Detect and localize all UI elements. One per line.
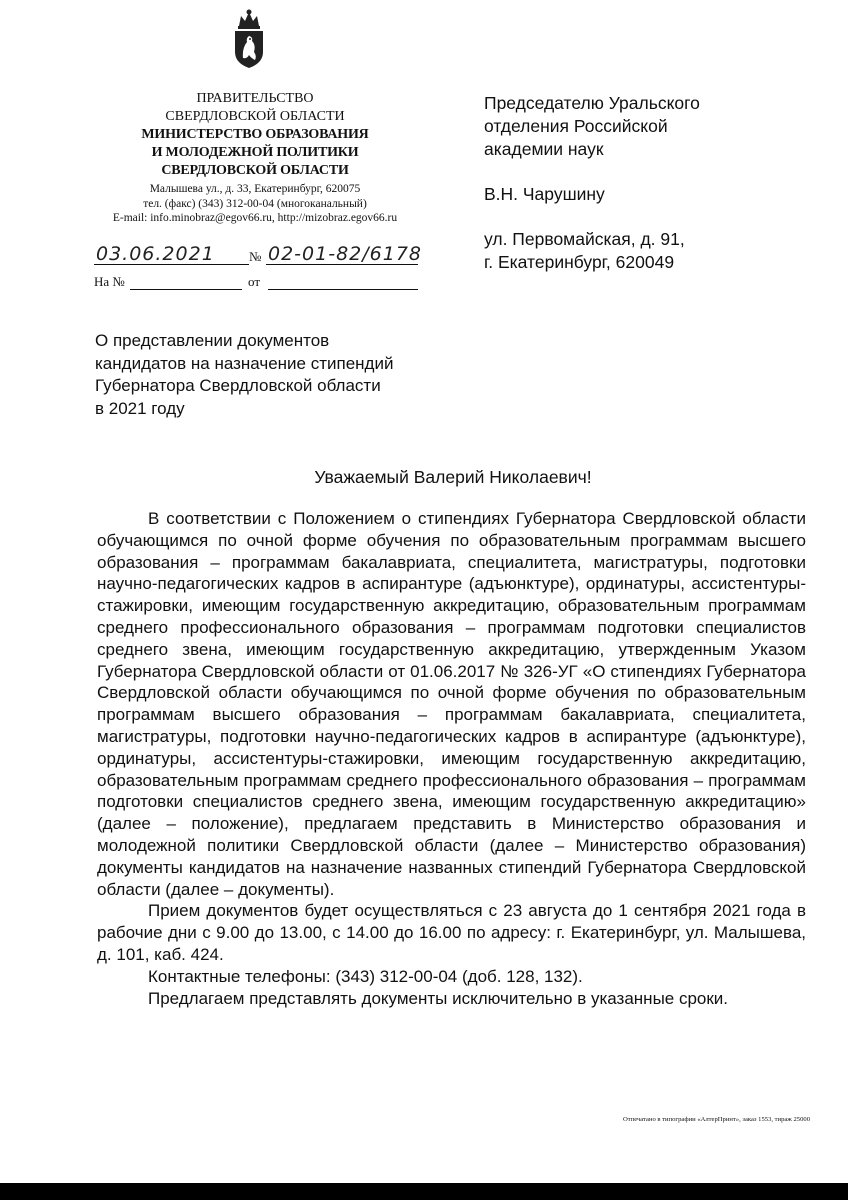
subject-line3: Губернатора Свердловской области [95, 376, 381, 395]
number-label: № [249, 249, 262, 264]
region-name: СВЕРДЛОВСКОЙ ОБЛАСТИ [165, 109, 345, 124]
letter-subject [95, 330, 435, 420]
organization-email: E-mail: info.minobraz@egov66.ru, http://mizobraz.egov66.ru [112, 212, 398, 224]
addressee-block [484, 92, 784, 274]
body-paragraph-4: Предлагаем представлять документы исключительно в указанные сроки. [148, 988, 729, 1008]
printer-note: Отпечатано в типографии «АлтерПринт», заказ 1553, тираж 25000 [623, 1116, 810, 1123]
organization-phone: тел. (факс) (343) 312-00-04 (многоканальный) [143, 197, 367, 210]
addressee-street: ул. Первомайская, д. 91, [484, 229, 685, 249]
addressee-title-line3: академии наук [484, 139, 604, 159]
addressee-title-line1: Председателю Уральского [484, 93, 700, 113]
body-paragraph-2: Прием документов будет осуществляться с 23 августа до 1 сентября 2021 года в рабочие дни с 9.00 до 13.00, с 14.00 до 16.00 по адресу: г. Екатеринбург, ул. Малышева, д. 101, каб. 424. [97, 901, 806, 964]
reply-reference [94, 272, 424, 296]
government-name: ПРАВИТЕЛЬСТВО [196, 91, 314, 106]
handwritten-date: 03.06.2021 [96, 243, 215, 265]
letter-body [97, 508, 806, 1009]
body-paragraph-3: Контактные телефоны: (343) 312-00-04 (доб. 128, 132). [148, 966, 583, 986]
organization-contacts [90, 182, 420, 226]
addressee-city: г. Екатеринбург, 620049 [484, 252, 675, 272]
subject-line2: кандидатов на назначение стипендий [95, 353, 394, 373]
subject-line1: О представлении документов [95, 331, 330, 350]
scan-border [0, 1183, 848, 1200]
organization-header [90, 90, 420, 180]
addressee-name: В.Н. Чарушину [484, 184, 605, 204]
from-label: от [248, 274, 261, 289]
registration-date-number [94, 243, 424, 267]
ministry-name-line2: И МОЛОДЕЖНОЙ ПОЛИТИКИ [151, 145, 359, 160]
organization-address: Малышева ул., д. 33, Екатеринбург, 620075 [149, 183, 361, 195]
handwritten-number: 02-01-82/6178 [268, 243, 422, 265]
body-paragraph-1: В соответствии с Положением о стипендиях Губернатора Свердловской области обучающимся по очной форме обучения по образовательным программам высшего образования – программам бакалавриата, специалитета, магистратуры, подготовки научно-педагогических кадров в аспирантуре (адъюнктуре), ординатуры, ассистентуры-стажировки, имеющим государственную аккредитацию, образовательным программам среднего профессионального образования – программам подготовки специалистов среднего звена, имеющим государственную аккредитацию, утвержденным Указом Губернатора Свердловской области от 01.06.2017 № 326-УГ «О стипендиях Губернатора Свердловской области обучающимся по очной форме обучения по образовательным программам высшего образования – программам бакалавриата, специалитета, магистратуры, подготовки научно-педагогических кадров в аспирантуре (адъюнктуре), ординатуры, ассистентуры-стажировки, имеющим государственную аккредитацию, образовательным программам среднего профессионального образования – программам подготовки специалистов среднего звена, имеющим государственную аккредитацию» (далее – положение), предлагаем представить в Министерство образования и молодежной политики Свердловской области (далее – Министерство образования) документы кандидатов на назначение названных стипендий Губернатора Свердловской области (далее – документы). [97, 509, 806, 899]
coat-of-arms-icon [230, 8, 268, 70]
ministry-name-line1: МИНИСТЕРСТВО ОБРАЗОВАНИЯ [141, 127, 369, 142]
addressee-title-line2: отделения Российской [484, 116, 668, 136]
salutation: Уважаемый Валерий Николаевич! [314, 467, 592, 487]
subject-line4: в 2021 году [95, 398, 185, 418]
ministry-name-line3: СВЕРДЛОВСКОЙ ОБЛАСТИ [161, 163, 349, 178]
reply-label: На № [94, 274, 125, 289]
